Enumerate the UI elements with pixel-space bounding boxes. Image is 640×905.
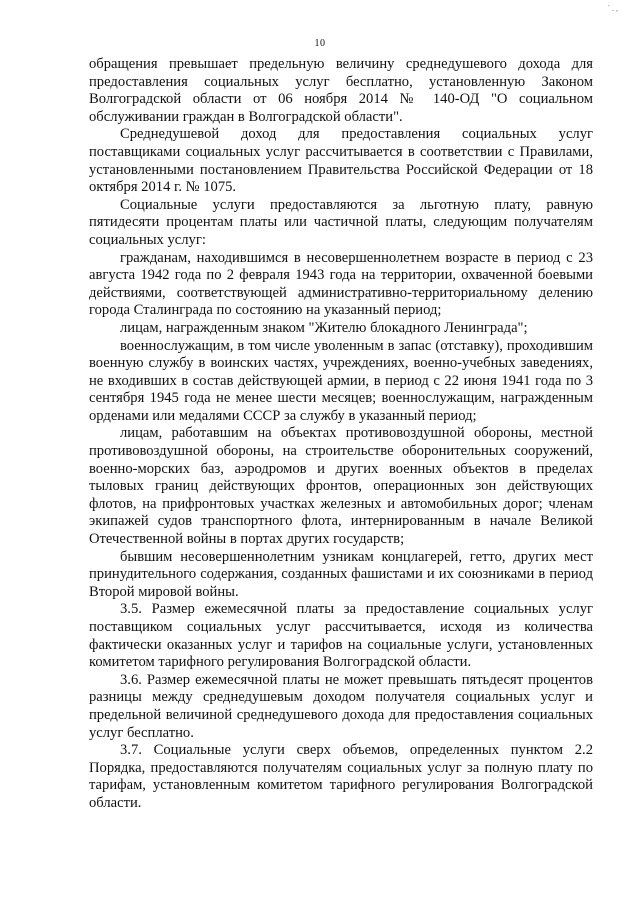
list-item-military-servicemen: военнослужащим, в том числе уволенным в запас (отставку), проходившим военную службу в воинских частях, учреждениях, военно-учебных заведениях, не входивших в состав действующей армии, в период с 22 июня 1941 года по 3 сентября 1945 года не менее шести месяцев; военнослужащим, награжденным орденами или медалями СССР за службу в указанный период; [89,337,593,424]
clause-3-6-monthly-fee-limit: 3.6. Размер ежемесячной платы не может превышать пятьдесят процентов разницы между среднедушевым доходом получателя социальных услуг и предельной величиной среднедушевого дохода для предоставления социальных услуг бесплатно. [89,671,593,741]
paragraph-income-limit: обращения превышает предельную величину среднедушевого дохода для предоставления социальных услуг бесплатно, установленную Законом Волгоградской области от 06 ноября 2014 № 140-ОД "О социальном обслуживании граждан в Волгоградской области". [89,56,593,125]
list-item-former-minor-prisoners: бывшим несовершеннолетним узникам концлагерей, гетто, других мест принудительного содержания, созданных фашистами и их союзниками в период Второй мировой войны. [89,548,593,600]
scan-artifact-mark: ` . , [607,4,618,13]
list-item-leningrad-siege-badge: лицам, награжденным знаком "Жителю блокадного Ленинграда"; [120,319,528,336]
clause-3-7-full-fee-services: 3.7. Социальные услуги сверх объемов, определенных пунктом 2.2 Порядка, предоставляются получателям социальных услуг за полную плату по тарифам, установленным комитетом тарифного регулирования Волгоградской области. [89,742,593,811]
clause-3-5-monthly-fee-calculation: 3.5. Размер ежемесячной платы за предоставление социальных услуг поставщиком социальных услуг рассчитывается, исходя из количества фактически оказанных услуг и тарифов на социальные услуги, установленных комитетом тарифного регулирования Волгоградской области. [89,601,593,671]
document-body [89,56,593,813]
list-item-air-defense-workers: лицам, работавшим на объектах противовоздушной обороны, местной противовоздушной обороны, на строительстве оборонительных сооружений, военно-морских баз, аэродромов и других военных объектов в пределах тыловых границ действующих фронтов, операционных зон действующих флотов, на прифронтовых участках железных и автомобильных дорог; членам экипажей судов транспортного флота, интернированным в начале Великой Отечественной войны в портах других государств; [89,425,593,548]
list-item-stalingrad-minors: гражданам, находившимся в несовершеннолетнем возрасте в период с 23 августа 1942 года по 2 февраля 1943 года на территории, охваченной боевыми действиями, соответствующей административно-территориальному делению города Сталинграда по состоянию на указанный период; [89,249,593,319]
page-number: 10 [314,38,326,49]
paragraph-reduced-fee-recipients: Социальные услуги предоставляются за льготную плату, равную пятидесяти процентам платы или частичной платы, следующим получателям социальных услуг: [89,196,593,248]
paragraph-average-income-rules: Среднедушевой доход для предоставления социальных услуг поставщиками социальных услуг рассчитывается в соответствии с Правилами, установленными постановлением Правительства Российской Федерации от 18 октября 2014 г. № 1075. [89,126,593,196]
